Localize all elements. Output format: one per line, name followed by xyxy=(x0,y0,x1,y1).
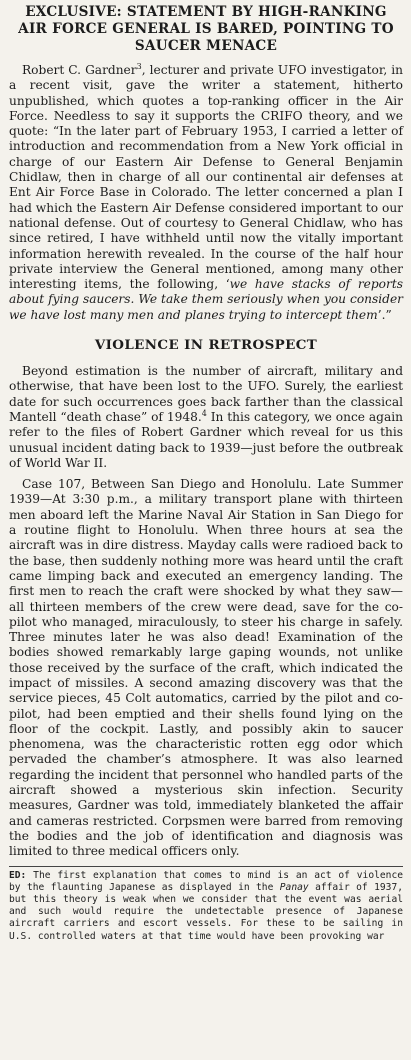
intro-lead: Robert C. Gardner xyxy=(22,63,137,77)
intro-tail: ’.” xyxy=(377,307,392,322)
editor-note-after: affair of 1937, but this theory is weak when we consider that the event was aerial and such would require the undetectable presence of Japanese aircraft carriers and escort vessels. For these to be sailing in U.S. controlled waters at that time would have been provoking war xyxy=(9,881,403,942)
footnote-ref-3: 3 xyxy=(136,61,142,71)
case-paragraph: Case 107, Between San Diego and Honolulu. Late Summer 1939—At 3:30 p.m., a military transport plane with thirteen men aboard left the Marine Naval Air Station in San Diego for a routine flight to Honolulu. When three hours at sea the aircraft was in dire distress. Mayday calls were radioed back to the base, then suddenly nothing more was heard until the craft came limping back and executed an emergency landing. The first men to reach the craft were shocked by what they saw—all thirteen members of the crew were dead, save for the co-pilot who managed, miraculously, to steer his charge in safely. Three minutes later he was also dead! Examination of the bodies showed remarkably large gaping wounds, not unlike those received by the surface of the craft, which indicated the impact of missiles. A second amazing discovery was that the service pieces, 45 Colt automatics, carried by the pilot and co-pilot, had been emptied and their shells found lying on the floor of the cockpit. Lastly, and possibly akin to saucer phenomena, was the characteristic rotten egg odor which pervaded the chamber’s atmosphere. It was also learned regarding the incident that personnel who handled parts of the aircraft showed a mysterious skin infection. Security measures, Gardner was told, immediately blanketed the affair and cameras restricted. Corpsmen were barred from removing the bodies and the job of identification and diagnosis was limited to three medical officers only. xyxy=(9,477,403,859)
retro-tail: In this category, we once again refer to the files of Robert Gardner which reveal for us this unusual incident dating back to 1939—just before the outbreak of World War II. xyxy=(9,409,403,470)
retro-paragraph xyxy=(9,364,403,471)
intro-quote-italic: we have stacks of reports about fying saucers. We take them seriously when you consider we have lost many men and planes trying to intercept them xyxy=(9,277,403,322)
section-title: VIOLENCE IN RETROSPECT xyxy=(94,337,318,354)
editor-note-label: ED: xyxy=(9,869,27,881)
footnote-ref-4: 4 xyxy=(201,408,207,418)
editor-note-italic: Panay xyxy=(279,881,309,893)
intro-paragraph xyxy=(9,63,403,323)
intro-body: , lecturer and private UFO investigator, in a recent visit, gave the writer a statement, hitherto unpublished, which quotes a top-ranking officer in the Air Force. Needless to say it supports the CRIFO theory, and we quote: “In the later part of February 1953, I carried a letter of introduction and recommendation from a New York official in charge of our Eastern Air Defense to General Benjamin Chidlaw, then in charge of all our continental air defenses at Ent Air Force Base in Colorado. The letter concerned a plan I had which the Eastern Air Defense considered important to our national defense. Out of courtesy to General Chidlaw, who has since retired, I have withheld until now the vitally important information herewith revealed. In the course of the half hour private interview the General mentioned, among many other interesting items, the following, ‘ xyxy=(9,63,403,292)
retro-body: Beyond estimation is the number of aircraft, military and otherwise, that have been lost to the UFO. Surely, the earliest date for such occurrences goes back farther than the classical Mantell “death chase” of 1948. xyxy=(9,364,403,424)
editor-note-divider xyxy=(9,866,403,867)
editor-note-before: The first explanation that comes to mind is an act of violence by the flaunting Japanese as displayed in the xyxy=(9,869,403,893)
editor-note xyxy=(9,870,403,943)
headline: EXCLUSIVE: STATEMENT BY HIGH-RANKING AIR FORCE GENERAL IS BARED, POINTING TO SAUCER MENACE xyxy=(18,4,394,54)
